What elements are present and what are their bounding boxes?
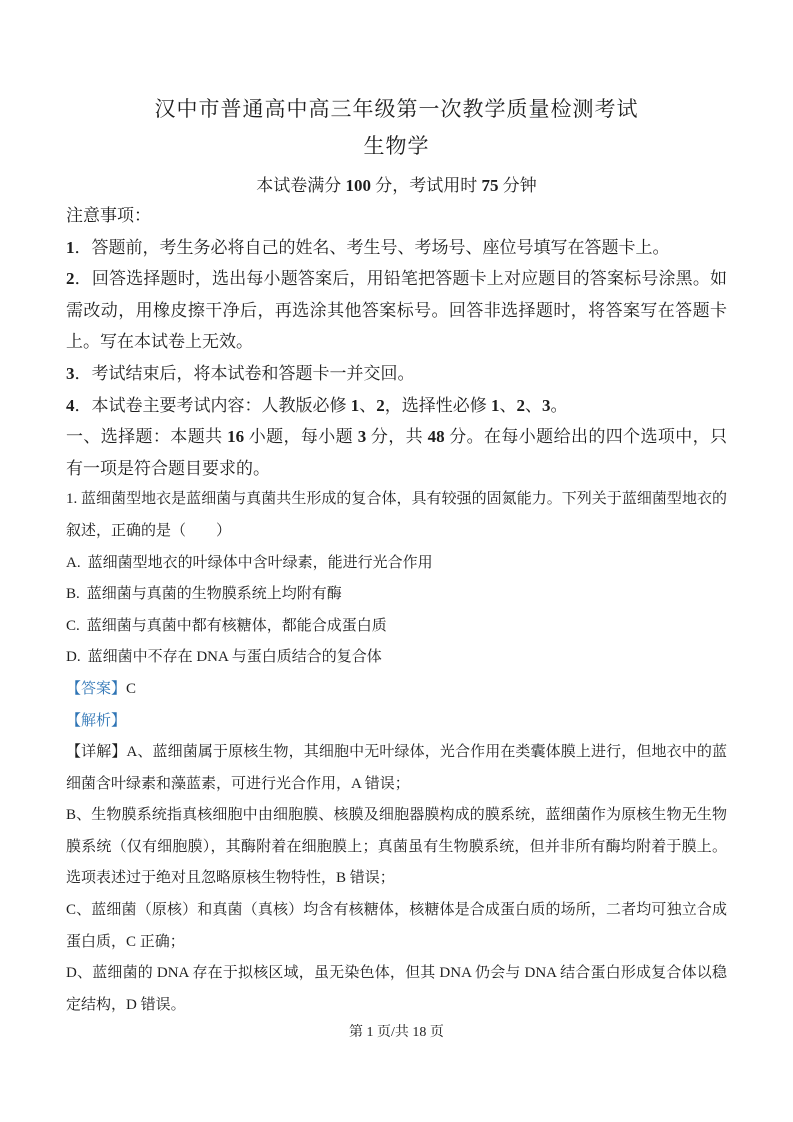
option-c bbox=[66, 611, 727, 643]
option-d-label: D. bbox=[66, 649, 81, 666]
answer-line bbox=[66, 674, 727, 706]
explanation-paragraph-b: B、生物膜系统指真核细胞中由细胞膜、核膜及细胞器膜构成的膜系统，蓝细菌作为原核生物无生物膜系统（仅有细胞膜），其酶附着在细胞膜上；真菌虽有生物膜系统，但并非所有酶均附着于膜上。选项表述过于绝对且忽略原核生物特性，B 错误； bbox=[66, 807, 727, 887]
option-a bbox=[66, 548, 727, 580]
notice-heading: 注意事项： bbox=[66, 206, 151, 225]
answer-value: C bbox=[126, 680, 137, 697]
answer-label: 【答案】 bbox=[66, 680, 127, 697]
page-title: 汉中市普通高中高三年级第一次教学质量检测考试 bbox=[154, 97, 639, 121]
option-a-text: 蓝细菌型地衣的叶绿体中含叶绿素，能进行光合作用 bbox=[87, 554, 433, 571]
analysis-label: 【解析】 bbox=[66, 712, 127, 729]
explanation-paragraph-a: 【详解】A、蓝细菌属于原核生物，其细胞中无叶绿体，光合作用在类囊体膜上进行，但地衣中的蓝细菌含叶绿素和藻蓝素，可进行光合作用，A 错误； bbox=[66, 744, 727, 792]
subject-title: 生物学 bbox=[363, 134, 430, 158]
option-c-text: 蓝细菌与真菌中都有核糖体，都能合成蛋白质 bbox=[86, 617, 387, 634]
notice-item-4: 4．本试卷主要考试内容：人教版必修 1、2，选择性必修 1、2、3。 bbox=[66, 395, 568, 415]
analysis-line bbox=[66, 706, 727, 738]
notice-item-2: 2．回答选择题时，选出每小题答案后，用铅笔把答题卡上对应题目的答案标号涂黑。如需改动，用橡皮擦干净后，再选涂其他答案标号。回答非选择题时，将答案写在答题卡上。写在本试卷上无效。 bbox=[66, 269, 727, 352]
document-body bbox=[66, 200, 727, 1021]
option-d-text: 蓝细菌中不存在 DNA 与蛋白质结合的复合体 bbox=[87, 649, 382, 666]
option-d bbox=[66, 642, 727, 674]
option-c-label: C. bbox=[66, 617, 80, 634]
option-b-text: 蓝细菌与真菌的生物膜系统上均附有酶 bbox=[86, 586, 342, 603]
question-stem: 1. 蓝细菌型地衣是蓝细菌与真菌共生形成的复合体，具有较强的固氮能力。下列关于蓝细菌型地衣的叙述，正确的是（ ） bbox=[66, 491, 727, 539]
exam-meta: 本试卷满分 100 分，考试用时 75 分钟 bbox=[256, 176, 537, 195]
option-a-label: A. bbox=[66, 554, 81, 571]
option-b-label: B. bbox=[66, 586, 80, 603]
explanation-paragraph-d: D、蓝细菌的 DNA 存在于拟核区域，虽无染色体，但其 DNA 仍会与 DNA 结合蛋白形成复合体以稳定结构，D 错误。 bbox=[66, 965, 727, 1013]
option-b bbox=[66, 579, 727, 611]
explanation-paragraph-c: C、蓝细菌（原核）和真菌（真核）均含有核糖体，核糖体是合成蛋白质的场所，二者均可独立合成蛋白质，C 正确； bbox=[66, 902, 727, 950]
section-heading: 一、选择题：本题共 16 小题，每小题 3 分，共 48 分。在每小题给出的四个选项中，只有一项是符合题目要求的。 bbox=[66, 427, 728, 478]
notice-item-1: 1．答题前，考生务必将自己的姓名、考生号、考场号、座位号填写在答题卡上。 bbox=[66, 237, 670, 257]
notice-item-3: 3．考试结束后，将本试卷和答题卡一并交回。 bbox=[66, 363, 415, 383]
page-footer: 第 1 页/共 18 页 bbox=[349, 1025, 444, 1040]
